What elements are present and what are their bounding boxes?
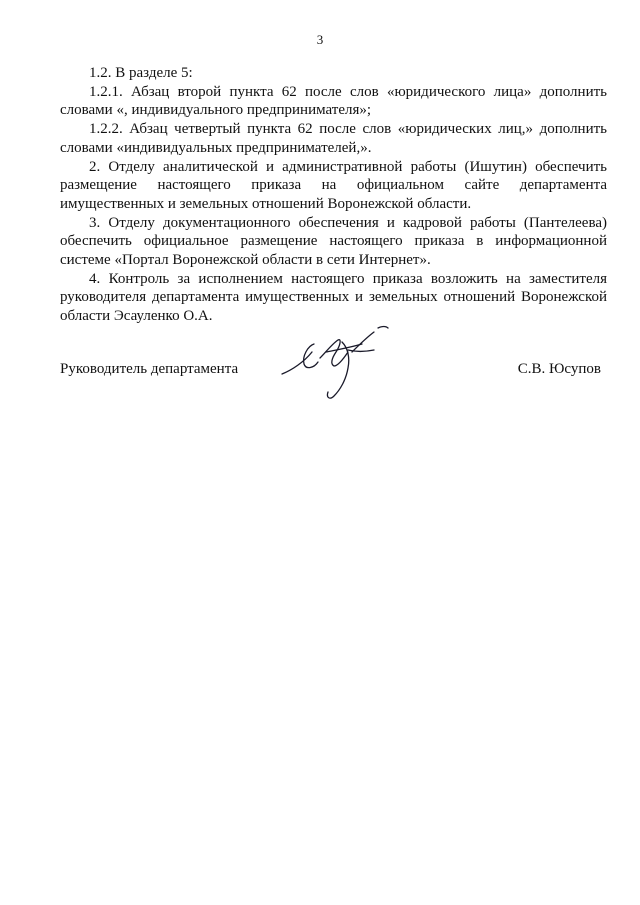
paragraph-4: 4. Контроль за исполнением настоящего приказа возложить на заместителя руководителя департамента имущественных и земельных отношений Воронежской области Эсауленко О.А. [60, 270, 607, 325]
paragraph-3: 3. Отделу документационного обеспечения и кадровой работы (Пантелеева) обеспечить официальное размещение настоящего приказа в информационной системе «Портал Воронежской области в сети Интернет». [60, 214, 607, 269]
signer-name: С.В. Юсупов [517, 361, 601, 377]
paragraph-2: 2. Отделу аналитической и административной работы (Ишутин) обеспечить размещение настоящего приказа на официальном сайте департамента имущественных и земельных отношений Воронежской области. [60, 158, 607, 212]
document-body [60, 64, 607, 326]
page-number: 3 [316, 32, 324, 47]
paragraph-1-2-1: 1.2.1. Абзац второй пункта 62 после слов «юридического лица» дополнить словами «, индивидуального предпринимателя»; [60, 83, 607, 119]
paragraph-1-2-2: 1.2.2. Абзац четвертый пункта 62 после слов «юридических лиц,» дополнить словами «индивидуальных предпринимателей,». [60, 121, 607, 156]
handwritten-signature [278, 322, 398, 402]
paragraph-1-2: 1.2. В разделе 5: [89, 65, 193, 81]
signer-title: Руководитель департамента [60, 361, 239, 377]
